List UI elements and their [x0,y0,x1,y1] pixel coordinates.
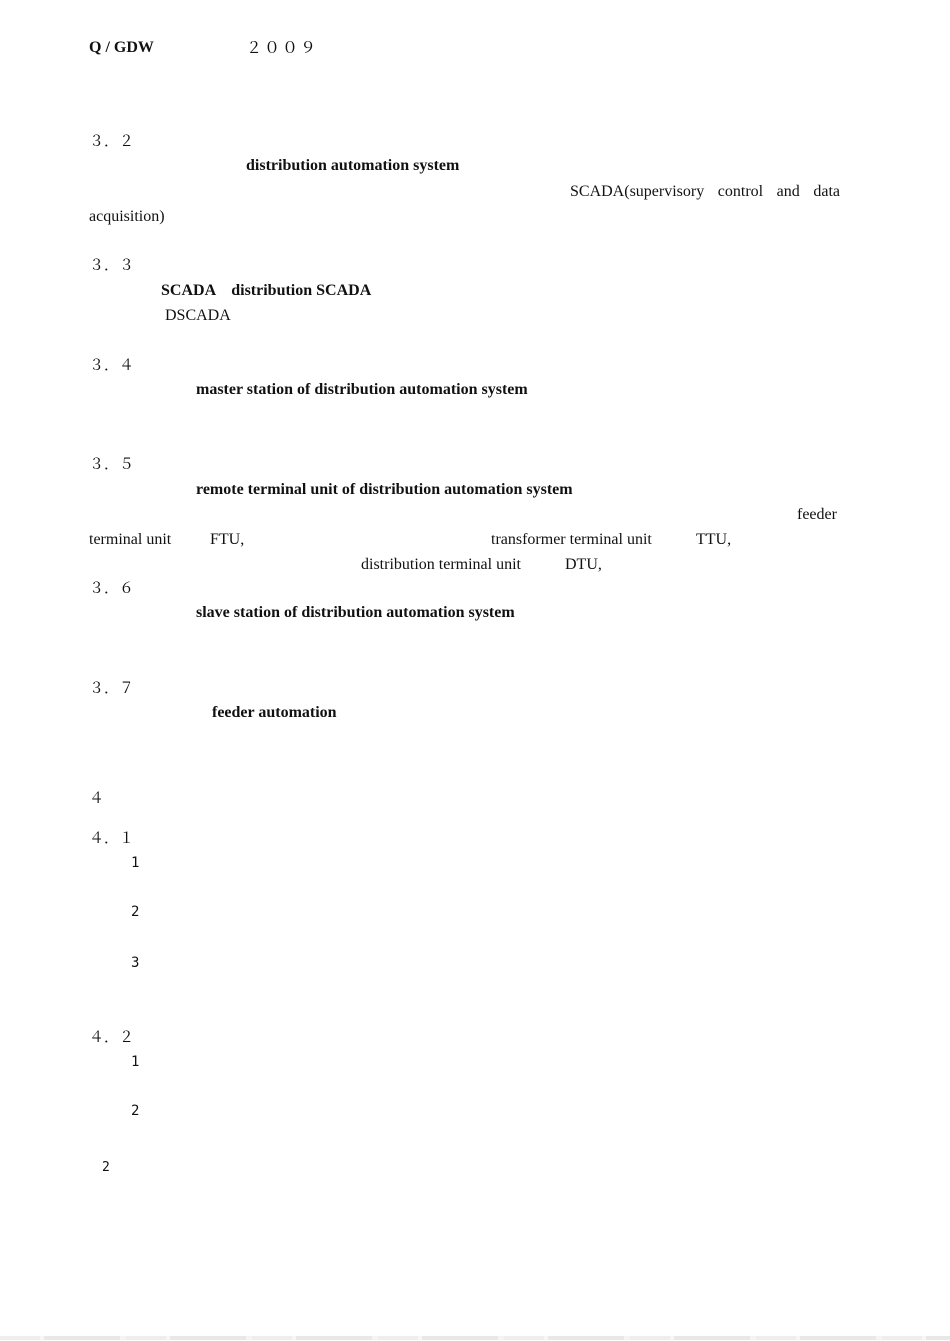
section-number-4-2: ４．２ [89,1028,135,1046]
terminal-unit-word: terminal unit [89,531,172,548]
term-distribution-automation-system: distribution automation system [246,157,460,174]
scada-word-4: data [813,183,840,200]
scada-word-2: control [717,183,764,200]
page-number: 2 [102,1160,110,1175]
page-bottom-edge [0,1336,950,1340]
list-item-4-1-3: 3 [131,955,140,971]
standard-year: ２００９ [246,38,319,57]
term-master-station: master station of distribution automation system [196,381,528,398]
ttu-abbreviation: TTU, [696,531,732,548]
section-number-3-3: ３．３ [89,256,135,274]
standard-code: Q / GDW [89,39,154,56]
scada-word-1: SCADA(supervisory [570,183,705,200]
section-number-3-7: ３．７ [89,679,135,697]
list-item-4-2-1: 1 [131,1054,140,1070]
scada-definition-line [570,182,840,202]
dtu-abbreviation: DTU, [565,556,602,573]
term-feeder-automation: feeder automation [212,704,337,721]
section-number-3-4: ３．４ [89,356,135,374]
section-number-4-1: ４．１ [89,829,135,847]
transformer-terminal-unit: transformer terminal unit [491,531,652,548]
ftu-abbreviation: FTU, [210,531,245,548]
term-slave-station: slave station of distribution automation system [196,604,515,621]
scada-definition-continuation: acquisition) [89,208,165,225]
section-number-3-5: ３．５ [89,455,135,473]
feeder-word: feeder [797,506,837,523]
dscada-abbreviation: DSCADA [165,307,231,324]
list-item-4-1-1: 1 [131,855,140,871]
section-number-4: ４ [89,789,105,807]
term-remote-terminal-unit: remote terminal unit of distribution automation system [196,481,573,498]
scada-word-3: and [776,183,800,200]
term-distribution-scada: SCADA distribution SCADA [161,282,372,299]
section-number-3-6: ３．６ [89,579,135,597]
section-number-3-2: ３．２ [89,132,135,150]
distribution-terminal-unit: distribution terminal unit [361,556,521,573]
list-item-4-2-2: 2 [131,1103,140,1119]
list-item-4-1-2: 2 [131,904,140,920]
